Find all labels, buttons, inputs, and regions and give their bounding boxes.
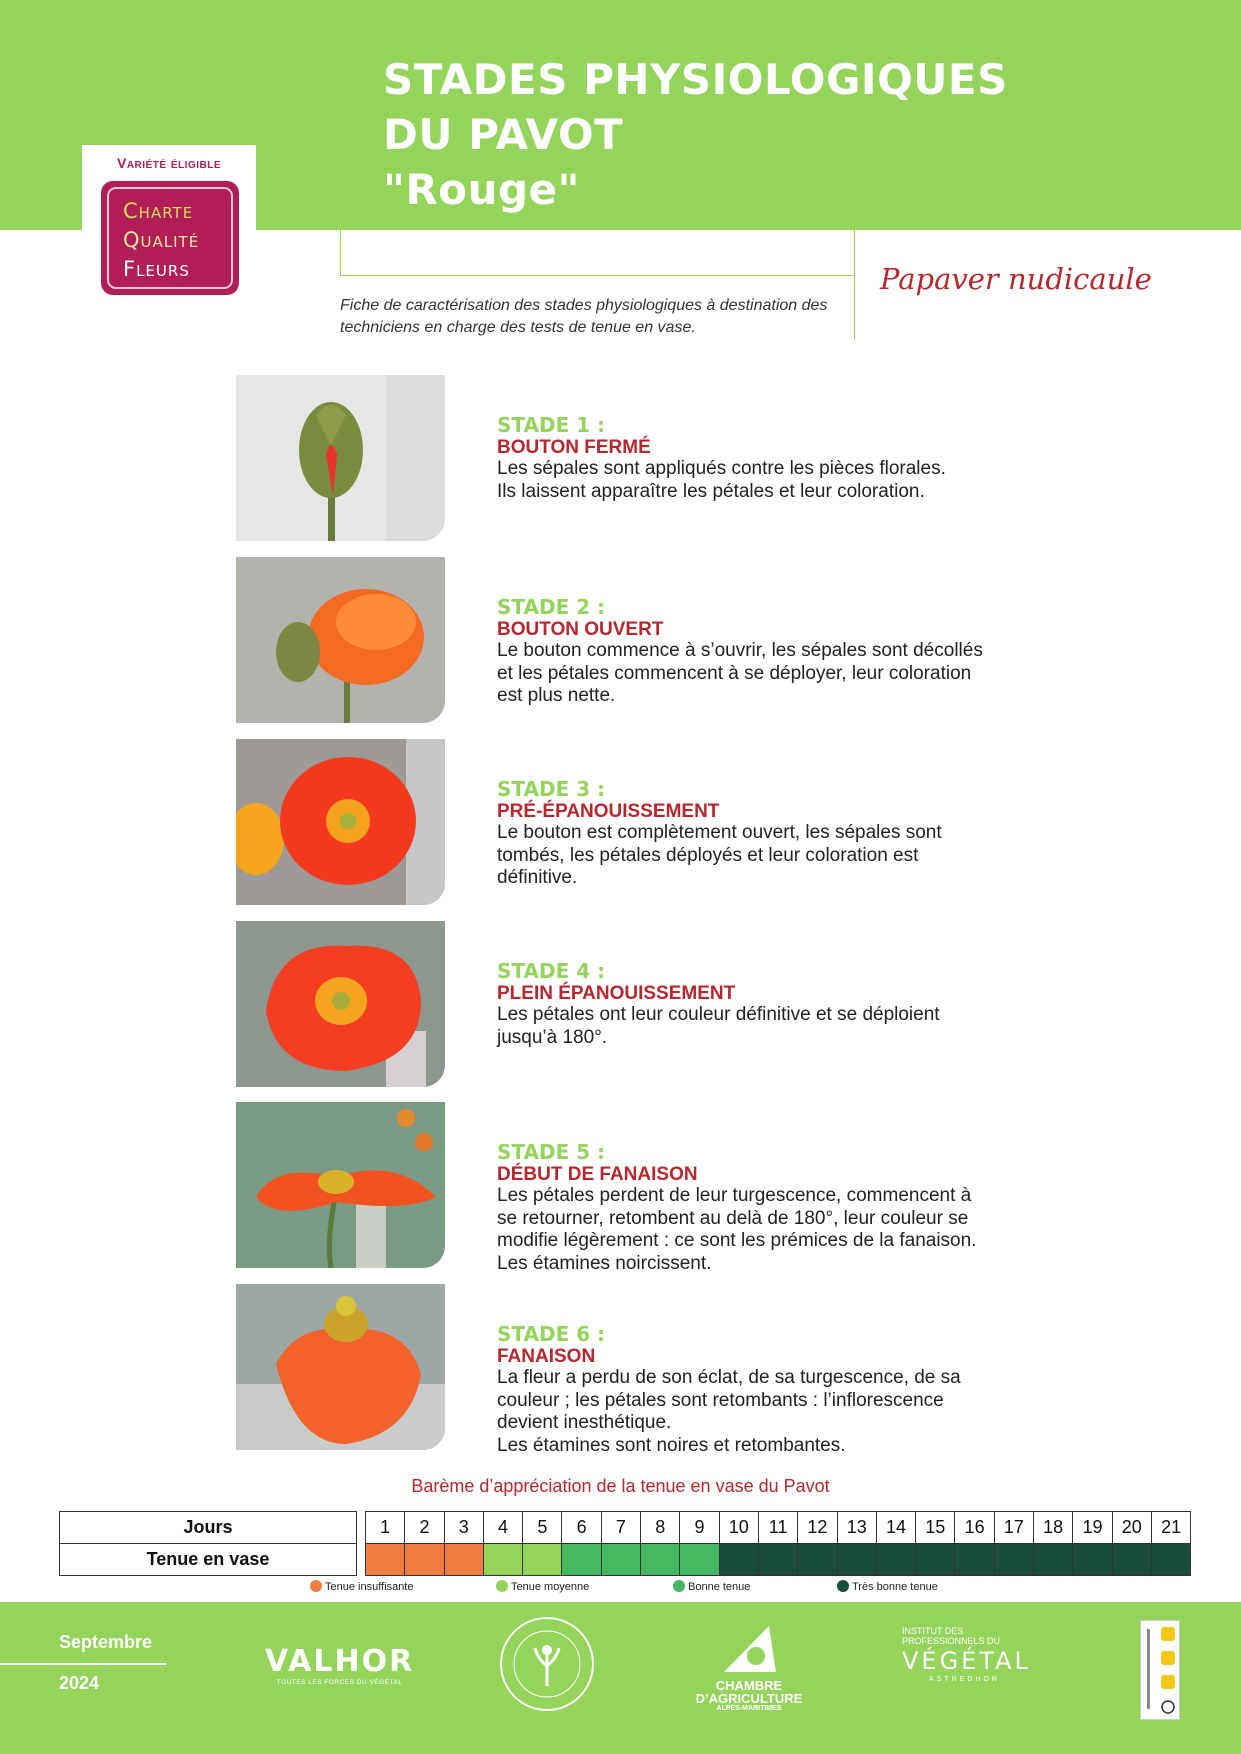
quality-badge: [82, 145, 256, 302]
day-cell: 2: [405, 1512, 444, 1544]
stage-photo: [236, 1102, 445, 1268]
vase-life-table: [59, 1511, 1191, 1576]
species-rule: [854, 230, 855, 340]
title-rule: [340, 44, 341, 276]
intro-line: techniciens en charge des tests de tenue en vase.: [340, 319, 696, 336]
day-cell: 15: [916, 1512, 955, 1544]
stage-3: [236, 739, 1236, 905]
stage-photo: [236, 557, 445, 723]
rating-cell: [483, 1544, 522, 1576]
stage-2: [236, 557, 1236, 723]
stage-1: [236, 375, 1236, 541]
stage-name: PLEIN ÉPANOUISSEMENT: [497, 983, 736, 1004]
rating-cell: [994, 1544, 1033, 1576]
stage-name: DÉBUT DE FANAISON: [497, 1164, 698, 1185]
days-label: Jours: [60, 1512, 357, 1544]
desc-line: Le bouton est complètement ouvert, les sépales sont: [497, 822, 942, 843]
valhor-name: VALHOR: [265, 1644, 415, 1679]
chambre-agriculture-logo: [694, 1622, 804, 1712]
day-cell: 17: [994, 1512, 1033, 1544]
day-cell: 9: [680, 1512, 719, 1544]
desc-line: jusqu’à 180°.: [497, 1026, 608, 1048]
desc-line: Les étamines noircissent.: [497, 1252, 712, 1274]
rating-cell: [758, 1544, 797, 1576]
rating-cell: [405, 1544, 444, 1576]
legend-dot: [673, 1580, 685, 1592]
stage-description: [497, 640, 1057, 708]
day-cell: 10: [719, 1512, 758, 1544]
footer-year: 2024: [59, 1673, 100, 1693]
legend-label: Tenue moyenne: [511, 1581, 590, 1593]
legend-item: [673, 1580, 750, 1593]
legend-item: [837, 1580, 938, 1593]
stage-4: [236, 921, 1236, 1087]
rating-cell: [366, 1544, 405, 1576]
stage-number: STADE 6 :: [497, 1322, 606, 1346]
day-cell: 19: [1073, 1512, 1112, 1544]
footer-rule: [0, 1663, 166, 1665]
legend-dot: [837, 1580, 849, 1592]
scale-caption: Barème d’appréciation de la tenue en vase du Pavot: [411, 1476, 830, 1496]
desc-line: Les pétales ont leur couleur définitive et se déploient: [497, 1004, 940, 1025]
day-cell: 7: [601, 1512, 640, 1544]
rating-cell: [1151, 1544, 1190, 1576]
desc-line: se retourner, retombent au delà de 180°, leur couleur se: [497, 1207, 969, 1229]
desc-line: Les pétales perdent de leur turgescence, commencent à: [497, 1185, 972, 1206]
chambre-sub: ALPES-MARITIMES: [716, 1705, 782, 1712]
institut-line: INSTITUT DES: [902, 1626, 964, 1636]
legend-dot: [496, 1580, 508, 1592]
rating-cell: [562, 1544, 601, 1576]
stage-photo: [236, 1284, 445, 1450]
badge-line: Charte: [123, 199, 194, 223]
recycling-icon: [1140, 1620, 1180, 1720]
stage-number: STADE 2 :: [497, 595, 606, 619]
rating-label: Tenue en vase: [60, 1544, 357, 1576]
stage-number: STADE 5 :: [497, 1140, 606, 1164]
stage-description: [497, 1185, 1057, 1275]
rating-cell: [916, 1544, 955, 1576]
desc-line: La fleur a perdu de son éclat, de sa turgescence, de sa: [497, 1367, 961, 1388]
stage-number: STADE 3 :: [497, 777, 606, 801]
desc-line: modifie légèrement : ce sont les prémices de la fanaison.: [497, 1230, 977, 1251]
stage-name: BOUTON OUVERT: [497, 619, 664, 640]
institut-line: PROFESSIONNELS DU: [902, 1636, 1001, 1646]
legend-label: Très bonne tenue: [852, 1581, 938, 1593]
title-rule-bottom: [340, 275, 854, 276]
legend-item: [496, 1580, 589, 1593]
scale-legend: [310, 1580, 970, 1596]
rating-cell: [1073, 1544, 1112, 1576]
stage-description: [497, 822, 1057, 890]
rating-cell: [955, 1544, 994, 1576]
rating-cell: [719, 1544, 758, 1576]
day-cell: 18: [1034, 1512, 1073, 1544]
stage-photo: [236, 921, 445, 1087]
rating-cell: [798, 1544, 837, 1576]
day-cell: 8: [641, 1512, 680, 1544]
title-line: "Rouge": [383, 165, 580, 214]
badge-logo: [101, 181, 239, 295]
day-cell: 14: [876, 1512, 915, 1544]
rating-cell: [1112, 1544, 1151, 1576]
days-row: [60, 1512, 1191, 1544]
day-cell: 5: [523, 1512, 562, 1544]
day-cell: 6: [562, 1512, 601, 1544]
desc-line: Ils laissent apparaître les pétales et leur coloration.: [497, 480, 925, 502]
stage-photo: [236, 375, 445, 541]
badge-line: Qualité: [123, 228, 200, 252]
desc-line: Le bouton commence à s’ouvrir, les sépales sont décollés: [497, 640, 983, 661]
stage-name: PRÉ-ÉPANOUISSEMENT: [497, 801, 720, 822]
stage-name: BOUTON FERMÉ: [497, 437, 651, 458]
table-gap: [357, 1512, 366, 1544]
stage-description: [497, 1367, 1057, 1457]
desc-line: tombés, les pétales déployés et leur coloration est: [497, 844, 919, 866]
desc-line: définitive.: [497, 867, 578, 888]
title-line: DU PAVOT: [383, 110, 624, 159]
excellence-vegetale-logo: [497, 1614, 597, 1714]
rating-cell: [641, 1544, 680, 1576]
legend-label: Tenue insuffisante: [325, 1581, 414, 1593]
valhor-tagline: TOUTES LES FORCES DU VÉGÉTAL: [276, 1679, 403, 1686]
page-title: [383, 52, 1008, 217]
desc-line: est plus nette.: [497, 685, 616, 706]
stage-name: FANAISON: [497, 1346, 596, 1367]
day-cell: 12: [798, 1512, 837, 1544]
stage-6: [236, 1284, 1236, 1456]
rating-cell: [523, 1544, 562, 1576]
rating-cell: [876, 1544, 915, 1576]
stage-description: [497, 1004, 1057, 1049]
chambre-line: CHAMBRE: [715, 1678, 783, 1693]
day-cell: 21: [1151, 1512, 1190, 1544]
stage-description: [497, 458, 1057, 503]
badge-line: Fleurs: [123, 257, 190, 281]
rating-cell: [837, 1544, 876, 1576]
institut-sub: ASTREDHOR: [929, 1676, 1000, 1683]
institut-name: VÉGÉTAL: [902, 1647, 1031, 1675]
desc-line: et les pétales commencent à se déployer, leur coloration: [497, 662, 972, 684]
desc-line: couleur ; les pétales sont retombants : l’inflorescence: [497, 1389, 944, 1411]
rating-cell: [680, 1544, 719, 1576]
stage-photo: [236, 739, 445, 905]
day-cell: 11: [758, 1512, 797, 1544]
day-cell: 4: [483, 1512, 522, 1544]
intro-line: Fiche de caractérisation des stades physiologiques à destination des: [340, 297, 828, 314]
chambre-line: D’AGRICULTURE: [695, 1691, 803, 1706]
institut-vegetal-logo: [902, 1626, 1042, 1683]
day-cell: 13: [837, 1512, 876, 1544]
stage-number: STADE 4 :: [497, 959, 606, 983]
day-cell: 1: [366, 1512, 405, 1544]
legend-item: [310, 1580, 413, 1593]
title-line: STADES PHYSIOLOGIQUES: [383, 55, 1008, 104]
rating-cell: [601, 1544, 640, 1576]
desc-line: Les étamines sont noires et retombantes.: [497, 1434, 846, 1456]
desc-line: devient inesthétique.: [497, 1412, 672, 1433]
day-cell: 16: [955, 1512, 994, 1544]
badge-heading: Variété éligible: [116, 155, 221, 171]
stage-number: STADE 1 :: [497, 413, 606, 437]
rating-row: [60, 1544, 1191, 1576]
footer-month: Septembre: [59, 1632, 153, 1652]
valhor-logo: [265, 1644, 414, 1686]
rating-cell: [1034, 1544, 1073, 1576]
legend-label: Bonne tenue: [688, 1581, 751, 1593]
day-cell: 3: [444, 1512, 483, 1544]
legend-dot: [310, 1580, 322, 1592]
intro-text: [340, 295, 840, 339]
desc-line: Les sépales sont appliqués contre les pièces florales.: [497, 458, 946, 479]
species-name: Papaver nudicaule: [880, 262, 1152, 296]
rating-cell: [444, 1544, 483, 1576]
footer: [0, 1602, 1241, 1754]
day-cell: 20: [1112, 1512, 1151, 1544]
stage-5: [236, 1102, 1236, 1274]
table-gap: [357, 1544, 366, 1576]
